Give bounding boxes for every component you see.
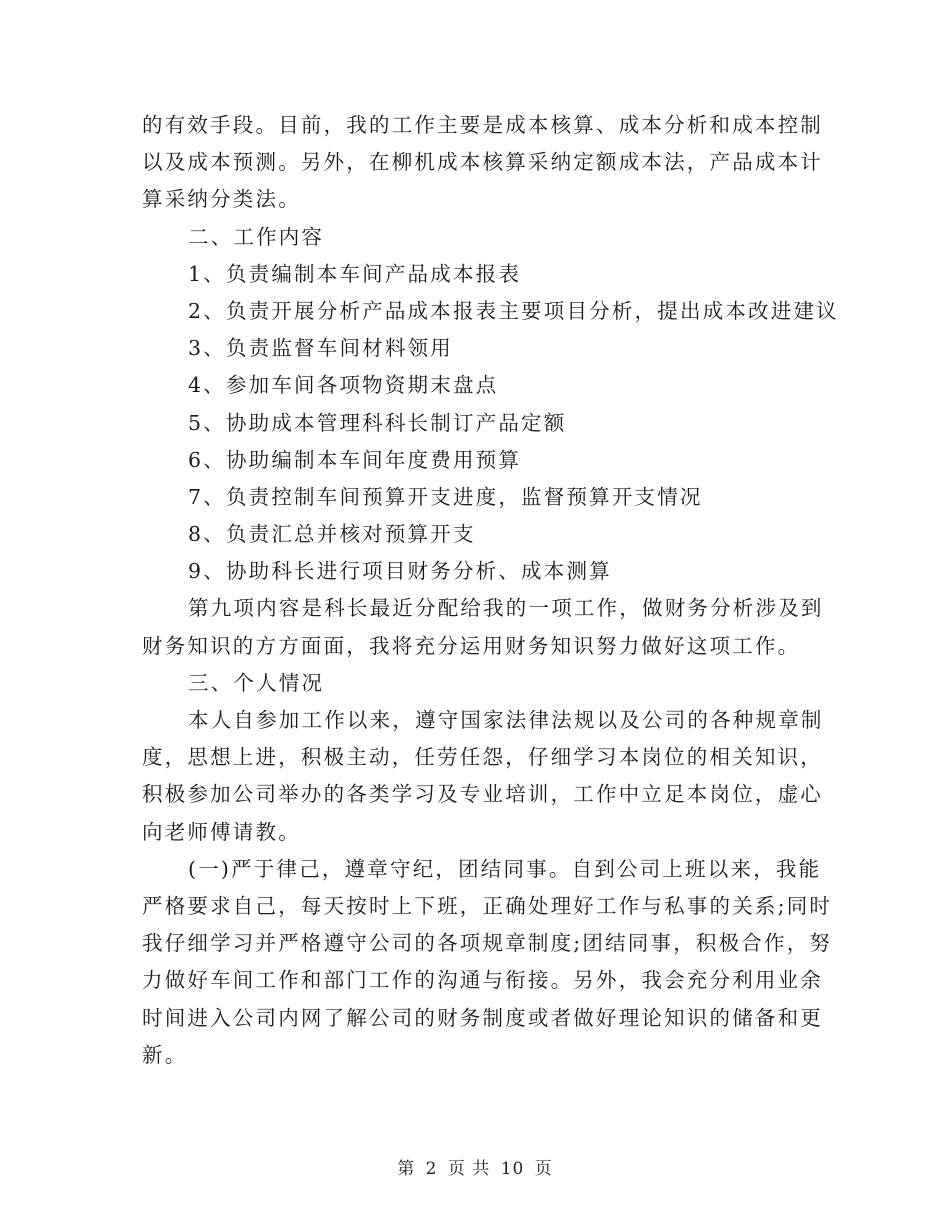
text-line: 6、协助编制本车间年度费用预算 <box>188 447 522 472</box>
text-line: 算采纳分类法。 <box>142 187 301 212</box>
text-line: 的有效手段。目前，我的工作主要是成本核算、成本分析和成本控制 <box>142 113 823 137</box>
text-line: 4、参加车间各项物资期末盘点 <box>188 373 499 398</box>
text-line: 2、负责开展分析产品成本报表主要项目分析，提出成本改进建议 <box>188 298 839 323</box>
footer-prefix: 第 <box>397 1159 416 1179</box>
text-line: 9、协助科长进行项目财务分析、成本测算 <box>188 559 612 584</box>
page-footer <box>0 1154 950 1179</box>
document-body <box>142 107 839 1074</box>
text-line: 向老师傅请教。 <box>142 819 301 844</box>
text-line: 三、个人情况 <box>188 670 325 695</box>
text-line: 5、协助成本管理科科长制订产品定额 <box>188 410 567 435</box>
text-line: 财务知识的方方面面，我将充分运用财务知识努力做好这项工作。 <box>142 633 801 658</box>
text-line: 本人自参加工作以来，遵守国家法律法规以及公司的各种规章制 <box>188 708 824 732</box>
text-line: 时间进入公司内网了解公司的财务制度或者做好理论知识的储备和更 <box>142 1005 823 1030</box>
footer-total-pages: 10 <box>500 1159 525 1179</box>
text-line: 二、工作内容 <box>188 224 325 249</box>
text-line: (一)严于律己，遵章守纪，团结同事。自到公司上班以来，我能 <box>188 856 822 881</box>
text-line: 8、负责汇总并核对预算开支 <box>188 522 476 547</box>
text-line: 以及成本预测。另外，在柳机成本核算采纳定额成本法，产品成本计 <box>142 150 823 175</box>
text-line: 我仔细学习并严格遵守公司的各项规章制度;团结同事，积极合作，努 <box>142 931 833 956</box>
text-line: 力做好车间工作和部门工作的沟通与衔接。另外，我会充分利用业余 <box>142 968 823 993</box>
footer-current-page: 2 <box>425 1159 438 1179</box>
text-line: 积极参加公司举办的各类学习及专业培训，工作中立足本岗位，虚心 <box>142 782 823 807</box>
text-line: 3、负责监督车间材料领用 <box>188 336 453 361</box>
footer-middle: 页 共 <box>447 1159 491 1179</box>
footer-suffix: 页 <box>534 1159 553 1179</box>
text-line: 1、负责编制本车间产品成本报表 <box>188 261 522 286</box>
text-line: 新。 <box>142 1042 188 1067</box>
text-line: 第九项内容是科长最近分配给我的一项工作，做财务分析涉及到 <box>188 596 824 621</box>
text-line: 严格要求自己，每天按时上下班，正确处理好工作与私事的关系;同时 <box>142 893 833 918</box>
text-line: 度，思想上进，积极主动，任劳任怨，仔细学习本岗位的相关知识， <box>142 745 823 770</box>
text-line: 7、负责控制车间预算开支进度，监督预算开支情况 <box>188 484 703 509</box>
